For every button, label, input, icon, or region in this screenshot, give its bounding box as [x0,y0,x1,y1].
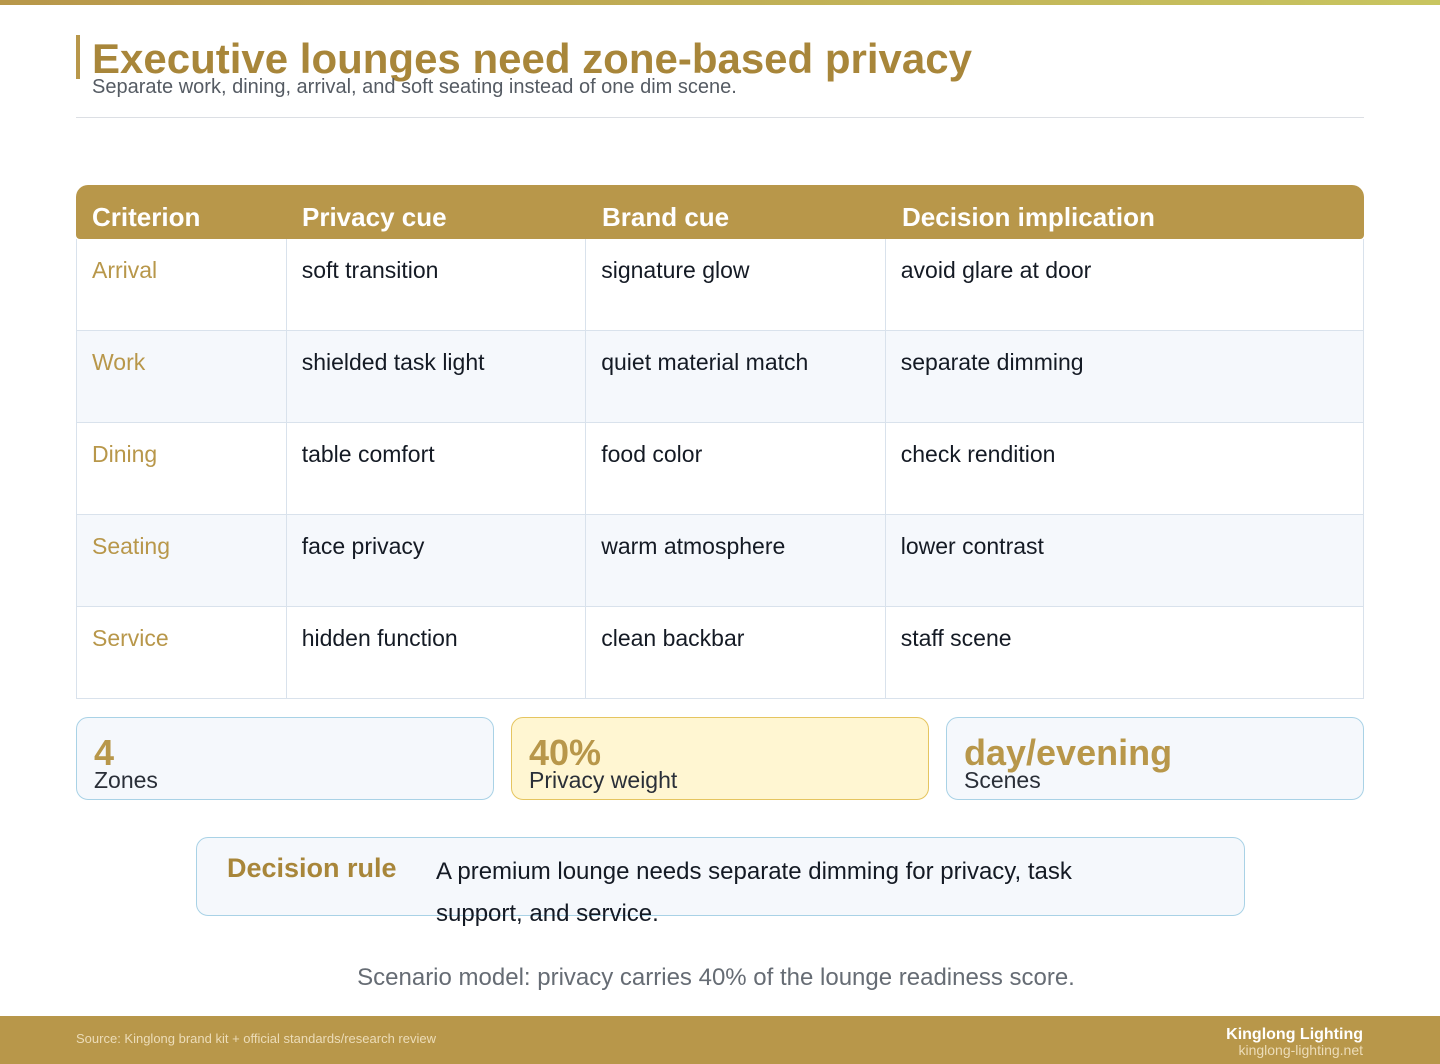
brand-cue-cell: clean backbar [586,607,886,698]
brand-cue-cell: quiet material match [586,331,886,422]
stat-card-zones [76,717,494,800]
footer-url: kinglong-lighting.net [1238,1042,1363,1058]
decision-rule-label: Decision rule [227,853,397,883]
header-divider [76,117,1364,118]
stat-value: 4 [94,732,115,773]
decision-implication-cell: lower contrast [900,533,1044,559]
criterion-cell: Dining [77,423,287,514]
criterion-cell: Arrival [77,239,287,330]
stat-card-privacy-weight [511,717,929,800]
privacy-cue-cell: shielded task light [287,331,587,422]
column-header-criterion: Criterion [92,202,201,232]
decision-implication-cell: check rendition [900,441,1056,467]
column-header-decision-implication: Decision implication [902,202,1155,232]
page-title: Executive lounges need zone-based privacy [92,35,972,82]
brand-cue-cell: signature glow [586,239,886,330]
stat-label: Zones [94,767,158,793]
title-accent-bar [76,35,80,79]
decision-implication-cell: separate dimming [900,349,1084,375]
table-header [76,185,1364,239]
privacy-cue-cell: table comfort [287,423,587,514]
table-row [77,331,1363,423]
decision-implication-cell: staff scene [900,625,1012,651]
page-subtitle: Separate work, dining, arrival, and soft seating instead of one dim scene. [92,76,737,98]
criterion-cell: Seating [77,515,287,606]
footer-brand-name: Kinglong Lighting [1226,1026,1363,1043]
table-body [76,239,1364,699]
table-row [77,607,1363,699]
column-header-privacy-cue: Privacy cue [302,202,447,232]
column-header-brand-cue: Brand cue [602,202,730,232]
criterion-cell: Work [77,331,287,422]
decision-rule-box [196,837,1245,927]
decision-rule-text: A premium lounge needs separate dimming for privacy, task support, and service. [436,858,1072,927]
criteria-table [76,185,1364,699]
table-row [77,423,1363,515]
privacy-cue-cell: face privacy [287,515,587,606]
footer-bar [0,1016,1440,1064]
privacy-cue-cell: hidden function [287,607,587,698]
stat-value: 40% [529,732,602,773]
brand-cue-cell: warm atmosphere [586,515,886,606]
stat-value: day/evening [964,732,1173,773]
stat-label: Scenes [964,767,1041,793]
table-row [77,515,1363,607]
top-accent-bar [0,0,1440,5]
brand-cue-cell: food color [586,423,886,514]
stat-label: Privacy weight [529,767,678,793]
decision-implication-cell: avoid glare at door [900,257,1092,283]
scenario-note: Scenario model: privacy carries 40% of the lounge readiness score. [357,964,1075,991]
stat-card-scenes [946,717,1364,800]
table-row [77,239,1363,331]
criterion-cell: Service [77,607,287,698]
privacy-cue-cell: soft transition [287,239,587,330]
footer-source: Source: Kinglong brand kit + official standards/research review [76,1031,436,1046]
